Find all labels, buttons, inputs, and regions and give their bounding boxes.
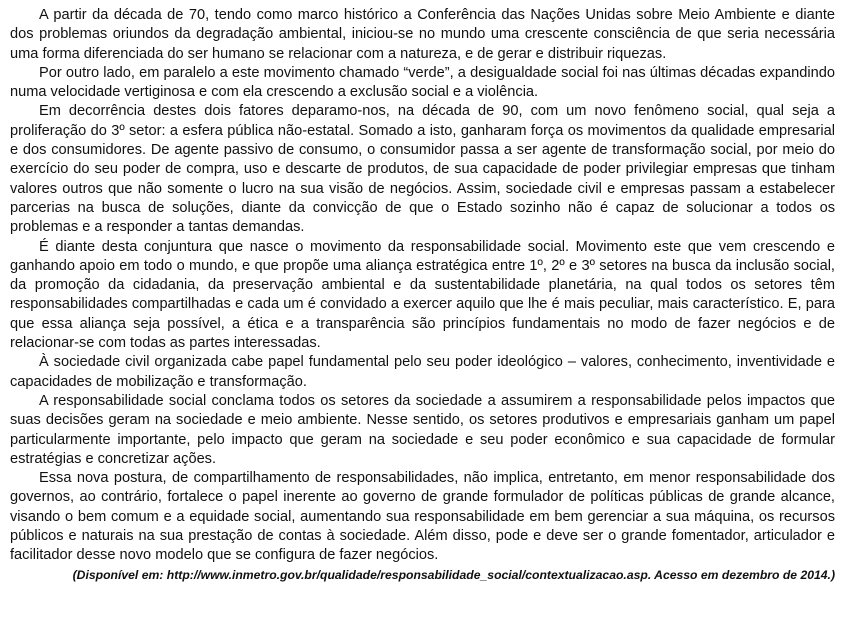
- paragraph-3: Em decorrência destes dois fatores deparamo-nos, na década de 90, com um novo fenômeno social, qual seja a proliferação do 3º setor: a esfera pública não-estatal. Somado a isto, ganharam força os movimentos da qualidade empresarial e dos consumidores. De agente passivo de consumo, o consumidor passa a ser agente de transformação social, por meio do exercício do seu poder de compra, uso e descarte de produtos, de sua capacidade de poder privilegiar empresas que tinham valores outros que não somente o lucro na sua visão de negócios. Assim, sociedade civil e empresas passam a estabelecer parcerias na busca de soluções, diante da convicção de que o Estado sozinho não é capaz de solucionar a todos os problemas e a responder a tantas demandas.: [10, 103, 835, 236]
- paragraph-6: A responsabilidade social conclama todos os setores da sociedade a assumirem a responsabilidade pelos impactos que suas decisões geram na sociedade e meio ambiente. Nesse sentido, os setores produtivos e empresariais ganham um papel particularmente importante, pelo impacto que geram na sociedade e seu poder econômico e sua capacidade de formular estratégias e concretizar ações.: [10, 392, 835, 467]
- paragraph-5: À sociedade civil organizada cabe papel fundamental pelo seu poder ideológico – valores, conhecimento, inventividade e capacidades de mobilização e transformação.: [10, 354, 835, 390]
- document-body: [10, 6, 835, 583]
- paragraph-1: A partir da década de 70, tendo como marco histórico a Conferência das Nações Unidas sobre Meio Ambiente e diante dos problemas oriundos da degradação ambiental, iniciou-se no mundo uma crescente consciência de que seria necessária uma forma diferenciada do ser humano se relacionar com a natureza, e de gerar e distribuir riquezas.: [10, 7, 835, 62]
- source-citation: (Disponível em: http://www.inmetro.gov.br/qualidade/responsabilidade_social/contextualizacao.asp. Acesso em dezembro de 2014.): [72, 567, 835, 582]
- paragraph-4: É diante desta conjuntura que nasce o movimento da responsabilidade social. Movimento este que vem crescendo e ganhando apoio em todo o mundo, e que propõe uma aliança estratégica entre 1º, 2º e 3º setores na busca da inclusão social, da promoção da cidadania, da preservação ambiental e da sustentabilidade planetária, na qual todos os setores têm responsabilidades compartilhadas e cada um é convidado a exercer aquilo que lhe é mais peculiar, mais característico. E, para que essa aliança seja possível, a ética e a transparência são princípios fundamentais no modo de fazer negócios e de relacionar-se com todas as partes interessadas.: [10, 238, 835, 352]
- paragraph-2: Por outro lado, em paralelo a este movimento chamado “verde”, a desigualdade social foi nas últimas décadas expandindo numa velocidade vertiginosa e com ela crescendo a exclusão social e a violência.: [10, 64, 835, 101]
- paragraph-7: Essa nova postura, de compartilhamento de responsabilidades, não implica, entretanto, em menor responsabilidade dos governos, ao contrário, fortalece o papel inerente ao governo de grande formulador de políticas públicas de grande alcance, visando o bem comum e a equidade social, aumentando sua responsabilidade em bem gerenciar a sua máquina, os recursos públicos e naturais na sua prestação de contas à sociedade. Além disso, pode e deve ser o grande fomentador, articulador e facilitador desse novo modelo que se configura de fazer negócios.: [10, 470, 835, 564]
